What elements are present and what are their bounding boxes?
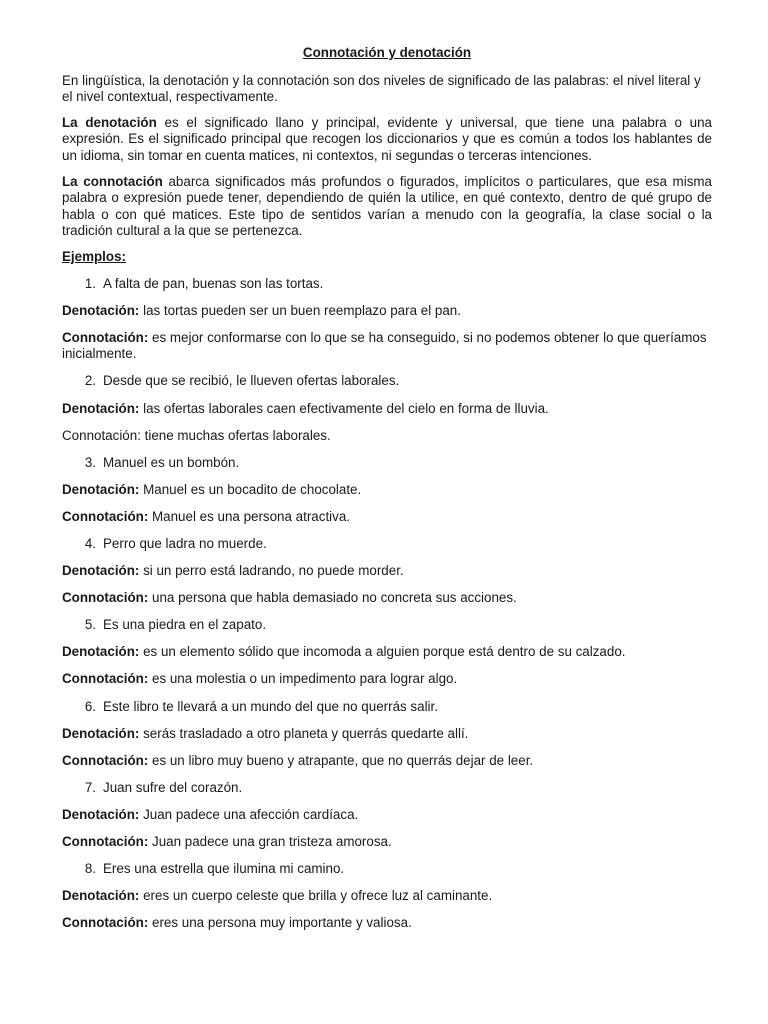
connotation-text: es una molestia o un impedimento para lograr algo. bbox=[148, 671, 458, 687]
denotation-label: Denotación: bbox=[62, 563, 140, 579]
example-phrase bbox=[62, 373, 712, 390]
denotation-text: si un perro está ladrando, no puede morder. bbox=[139, 563, 404, 579]
example-phrase bbox=[62, 536, 712, 553]
document-title: Connotación y denotación bbox=[302, 45, 472, 60]
connotation-label: Connotación: bbox=[62, 752, 149, 768]
denotation-line bbox=[62, 401, 712, 418]
denotacion-definition bbox=[62, 115, 712, 165]
example-number: 7. bbox=[84, 779, 96, 795]
connotation-line bbox=[62, 915, 712, 932]
connotation-label: Connotación: bbox=[62, 834, 149, 849]
denotation-label: Denotación: bbox=[62, 644, 140, 660]
denotation-text: eres un cuerpo celeste que brilla y ofrece luz al caminante. bbox=[139, 888, 493, 904]
connotation-line bbox=[62, 671, 712, 688]
example-phrase bbox=[62, 861, 712, 878]
connotation-line bbox=[62, 590, 712, 607]
denotation-text: Juan padece una afección cardíaca. bbox=[139, 806, 359, 822]
example-phrase-text: Es una piedra en el zapato. bbox=[103, 617, 267, 633]
connotation-line bbox=[62, 834, 712, 851]
example-phrase-text: Eres una estrella que ilumina mi camino. bbox=[103, 861, 345, 877]
intro-paragraph: En lingüística, la denotación y la connotación son dos niveles de significado de las palabras: el nivel literal y el nivel contextual, respectivamente. bbox=[62, 72, 701, 105]
denotation-label: Denotación: bbox=[62, 725, 140, 741]
connotation-text: es un libro muy bueno y atrapante, que no querrás dejar de leer. bbox=[148, 752, 534, 768]
example-number: 4. bbox=[84, 535, 96, 551]
denotation-line bbox=[62, 888, 712, 905]
example-phrase-text: Juan sufre del corazón. bbox=[103, 779, 243, 795]
connotation-line bbox=[62, 753, 712, 770]
denotation-text: Manuel es un bocadito de chocolate. bbox=[139, 481, 362, 497]
connotation-line bbox=[62, 509, 712, 526]
denotation-line bbox=[62, 303, 712, 320]
connotation-line bbox=[62, 428, 712, 445]
example-number: 8. bbox=[84, 861, 96, 877]
denotation-label: Denotación: bbox=[62, 302, 140, 318]
example-phrase-text: A falta de pan, buenas son las tortas. bbox=[103, 275, 324, 291]
connotacion-term: La connotación bbox=[62, 173, 163, 189]
denotation-label: Denotación: bbox=[62, 806, 140, 822]
denotation-text: serás trasladado a otro planeta y querrás quedarte allí. bbox=[139, 725, 469, 741]
denotation-label: Denotación: bbox=[62, 481, 140, 497]
example-phrase bbox=[62, 617, 712, 634]
denotation-text: las tortas pueden ser un buen reemplazo para el pan. bbox=[139, 302, 461, 318]
denotation-line bbox=[62, 482, 712, 499]
connotacion-definition-text: abarca significados más profundos o figurados, implícitos o particulares, que esa misma palabra o expresión puede tener, dependiendo de quién la utilice, en qué contexto, dentro de qué grupo de habla o con qué matices. Este tipo de sentidos varían a menudo con la geografía, la clase social o la tradición cultural a la que se pertenezca. bbox=[62, 173, 712, 239]
denotation-label: Denotación: bbox=[62, 888, 140, 904]
connotation-line bbox=[62, 330, 712, 363]
connotacion-definition bbox=[62, 174, 712, 240]
denotation-line bbox=[62, 644, 712, 661]
example-phrase-text: Este libro te llevará a un mundo del que no querrás salir. bbox=[103, 698, 438, 714]
connotation-label: Connotación: bbox=[62, 329, 149, 345]
example-phrase bbox=[62, 699, 712, 716]
example-phrase bbox=[62, 276, 712, 293]
denotation-label: Denotación: bbox=[62, 400, 140, 416]
example-number: 1. bbox=[84, 275, 96, 291]
example-phrase-text: Manuel es un bombón. bbox=[103, 454, 240, 470]
denotation-line bbox=[62, 563, 712, 580]
connotation-label: Connotación: bbox=[62, 508, 149, 524]
examples-heading: Ejemplos: bbox=[62, 248, 126, 264]
denotation-line bbox=[62, 726, 712, 743]
examples-list bbox=[62, 276, 712, 932]
denotation-text: es un elemento sólido que incomoda a alguien porque está dentro de su calzado. bbox=[139, 644, 626, 660]
connotation-text: Manuel es una persona atractiva. bbox=[148, 508, 351, 524]
example-number: 6. bbox=[84, 698, 96, 714]
connotation-label: Connotación: bbox=[62, 915, 149, 931]
example-number: 2. bbox=[84, 373, 96, 389]
connotation-text: Connotación: tiene muchas ofertas laborales. bbox=[62, 427, 331, 443]
connotation-text: es mejor conformarse con lo que se ha conseguido, si no podemos obtener lo que queríamos inicialmente. bbox=[62, 329, 707, 362]
document-page bbox=[62, 45, 712, 942]
connotation-text: una persona que habla demasiado no concreta sus acciones. bbox=[148, 590, 517, 606]
example-number: 5. bbox=[84, 617, 96, 633]
example-phrase bbox=[62, 780, 712, 797]
example-phrase bbox=[62, 455, 712, 472]
denotation-line bbox=[62, 807, 712, 824]
connotation-text: eres una persona muy importante y valiosa. bbox=[148, 915, 412, 931]
example-phrase-text: Desde que se recibió, le llueven ofertas laborales. bbox=[103, 373, 400, 389]
connotation-text: Juan padece una gran tristeza amorosa. bbox=[148, 834, 392, 849]
denotacion-term: La denotación bbox=[62, 114, 157, 130]
denotacion-definition-text: es el significado llano y principal, evidente y universal, que tiene una palabra o una expresión. Es el significado principal que recogen los diccionarios y que es común a todos los hablantes de un idioma, sin tomar en cuenta matices, ni contextos, ni segundas o terceras intenciones. bbox=[62, 114, 712, 163]
example-phrase-text: Perro que ladra no muerde. bbox=[103, 535, 267, 551]
connotation-label: Connotación: bbox=[62, 590, 149, 606]
connotation-label: Connotación: bbox=[62, 671, 149, 687]
example-number: 3. bbox=[84, 454, 96, 470]
denotation-text: las ofertas laborales caen efectivamente del cielo en forma de lluvia. bbox=[139, 400, 549, 416]
